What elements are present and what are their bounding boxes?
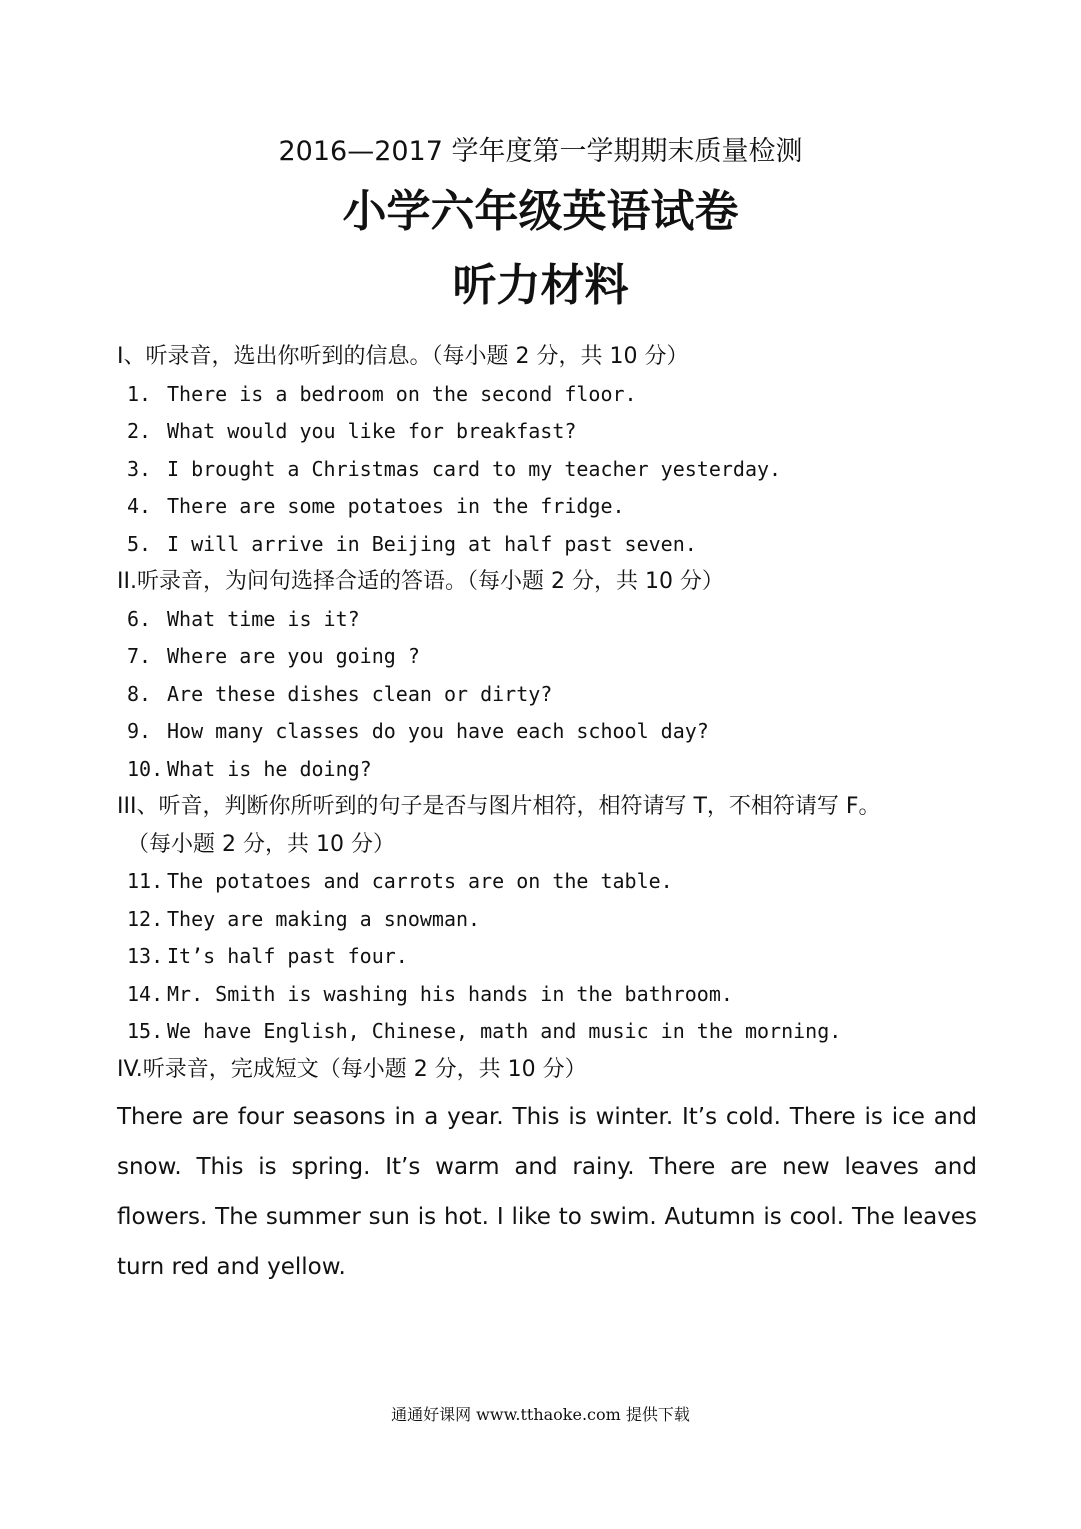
exam-subtitle: 2016—2017 学年度第一学期期末质量检测 — [278, 136, 803, 167]
list-item — [117, 451, 977, 489]
list-item — [117, 638, 977, 676]
section-1-heading: Ⅰ、听录音，选出你听到的信息。（每小题 2 分，共 10 分） — [117, 344, 689, 369]
item-number: 10. — [127, 756, 164, 781]
item-text: What would you like for breakfast? — [167, 419, 577, 443]
item-text: What time is it? — [167, 606, 360, 631]
item-text: I brought a Christmas card to my teacher yesterday. — [167, 456, 782, 481]
list-item — [117, 938, 977, 976]
list-item — [117, 676, 977, 714]
list-item — [117, 863, 977, 901]
item-text: We have English, Chinese, math and music in the morning. — [167, 1019, 842, 1043]
item-number: 5. — [127, 531, 152, 556]
item-number: 1. — [127, 381, 152, 406]
item-text: Mr. Smith is washing his hands in the bathroom. — [167, 981, 733, 1006]
item-number: 8. — [127, 681, 152, 706]
item-text: The potatoes and carrots are on the table. — [167, 869, 673, 893]
item-text: How many classes do you have each school day? — [167, 719, 709, 743]
item-number: 12. — [127, 906, 164, 931]
list-item — [117, 1013, 977, 1051]
item-number: 14. — [127, 981, 164, 1006]
item-text: Where are you going ? — [167, 644, 420, 668]
listening-passage: There are four seasons in a year. This is winter. It’s cold. There is ice and snow. This is spring. It’s warm and rainy. There are new leaves and flowers. The summer sun is hot. I like to swim. Autumn is cool. The leaves turn red and yellow. — [117, 1104, 977, 1280]
exam-content — [117, 338, 977, 1292]
item-number: 4. — [127, 494, 152, 518]
item-number: 9. — [127, 719, 152, 743]
section-3-heading: III、听音，判断你所听到的句子是否与图片相符，相符请写 T，不相符请写 F。 — [117, 794, 881, 819]
list-item — [117, 751, 977, 789]
list-item — [117, 976, 977, 1014]
item-number: 3. — [127, 456, 152, 481]
item-number: 11. — [127, 869, 164, 893]
item-text: They are making a snowman. — [167, 906, 481, 931]
item-number: 15. — [127, 1019, 164, 1043]
item-text: It’s half past four. — [167, 944, 408, 968]
item-text: Are these dishes clean or dirty? — [167, 681, 553, 706]
list-item — [117, 713, 977, 751]
item-text: There are some potatoes in the fridge. — [167, 494, 625, 518]
list-item — [117, 376, 977, 414]
item-text: There is a bedroom on the second floor. — [167, 381, 637, 406]
list-item — [117, 601, 977, 639]
footer-credit: 通通好课网 www.tthaoke.com 提供下载 — [391, 1405, 690, 1424]
section-3-heading-continued: （每小题 2 分，共 10 分） — [127, 831, 395, 857]
exam-title: 小学六年级英语试卷 — [342, 186, 739, 237]
list-item — [117, 488, 977, 526]
section-4-heading: IV.听录音，完成短文（每小题 2 分，共 10 分） — [117, 1056, 587, 1082]
item-text: What is he doing? — [167, 756, 372, 781]
list-item — [117, 901, 977, 939]
item-text: I will arrive in Beijing at half past seven. — [167, 531, 697, 556]
list-item — [117, 526, 977, 564]
item-number: 13. — [127, 944, 164, 968]
item-number: 6. — [127, 606, 152, 631]
item-number: 7. — [127, 644, 152, 668]
section-2-heading: II.听录音，为问句选择合适的答语。（每小题 2 分，共 10 分） — [117, 569, 724, 594]
item-number: 2. — [127, 419, 152, 443]
listening-material-title: 听力材料 — [452, 260, 629, 311]
list-item — [117, 413, 977, 451]
